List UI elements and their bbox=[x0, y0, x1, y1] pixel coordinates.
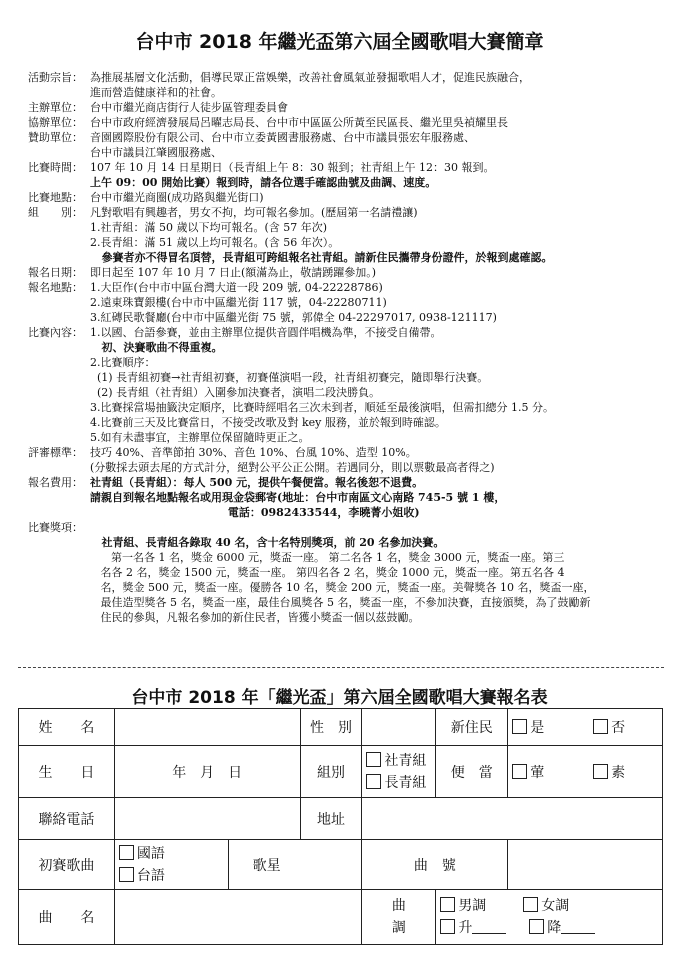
brochure-line-text: 住民的參與，凡報名參加的新住民者，皆獲小獎盃一個以茲鼓勵。 bbox=[90, 611, 420, 624]
meal-label: 便 當 bbox=[436, 746, 508, 798]
form-row-tune bbox=[19, 890, 663, 945]
key-down-blank[interactable] bbox=[561, 921, 595, 934]
phone-label: 聯絡電話 bbox=[19, 798, 115, 840]
group-senior-label: 長青組 bbox=[384, 774, 427, 791]
brochure-line bbox=[28, 205, 668, 220]
brochure-line-text: 2.長青組：滿 51 歲以上均可報名。(含 56 年次）。 bbox=[90, 236, 340, 249]
brochure-line-text: 社青組（長青組）：每人 500 元，提供午餐便當。報名後恕不退費。 bbox=[90, 476, 424, 489]
page-title: 台中市 2018 年繼光盃第六屆全國歌唱大賽簡章 bbox=[135, 31, 544, 53]
brochure-line-label: 比賽地點： bbox=[28, 191, 83, 204]
brochure-line bbox=[28, 145, 668, 160]
lang-taiwanese-label: 台語 bbox=[136, 867, 165, 884]
brochure-line-label bbox=[28, 295, 90, 310]
brochure-line-text: 為推展基層文化活動，倡導民眾正當娛樂，改善社會風氣並發掘歌唱人才，促進民族融合， bbox=[90, 71, 530, 84]
address-label: 地址 bbox=[300, 798, 362, 840]
group-senior-checkbox[interactable] bbox=[366, 774, 381, 789]
brochure-line-text: 請親自到報名地點報名或用現金袋郵寄(地址：台中市南區文心南路 745-5 號 1 樓， bbox=[90, 491, 506, 504]
brochure-line-text: 台中市繼光商圈(成功路與繼光街口) bbox=[90, 191, 264, 204]
brochure-line bbox=[28, 535, 668, 550]
brochure-line-label: 報名地點： bbox=[28, 281, 83, 294]
brochure-line-text: 1.社青組：滿 50 歲以下均可報名。(含 57 年次) bbox=[90, 221, 328, 234]
meal-veg-checkbox[interactable] bbox=[593, 764, 608, 779]
form-title: 台中市 2018 年「繼光盃」第六屆全國歌唱大賽報名表 bbox=[131, 688, 548, 708]
new-resident-no-checkbox[interactable] bbox=[593, 719, 608, 734]
brochure-line-label: 贊助單位： bbox=[28, 131, 83, 144]
song-no-field[interactable] bbox=[508, 840, 663, 890]
brochure-line-label: 評審標準： bbox=[28, 446, 83, 459]
brochure-line-text: 進而營造健康祥和的社會。 bbox=[90, 86, 222, 99]
brochure-line-label bbox=[28, 340, 90, 355]
brochure-line bbox=[28, 460, 668, 475]
brochure-line-text: 107 年 10 月 14 日星期日（長青組上午 8：30 報到；社青組上午 12：30 報到。 bbox=[90, 161, 495, 174]
song-label: 初賽歌曲 bbox=[19, 840, 115, 890]
singer-label: 歌星 bbox=[252, 857, 281, 874]
brochure-line bbox=[28, 400, 668, 415]
song-no-label: 曲 號 bbox=[362, 840, 508, 890]
brochure-line-label bbox=[28, 505, 90, 520]
brochure-line-label bbox=[28, 370, 90, 385]
brochure-line-label bbox=[28, 415, 90, 430]
brochure-line-label bbox=[28, 220, 90, 235]
brochure-line-text: 音園國際股份有限公司、台中市立委黃國書服務處、台中市議員張宏年服務處、 bbox=[90, 131, 475, 144]
key-down-checkbox[interactable] bbox=[529, 919, 544, 934]
female-key-label: 女調 bbox=[541, 898, 570, 914]
brochure-line-label bbox=[28, 490, 90, 505]
brochure-line-label bbox=[28, 310, 90, 325]
brochure-line-label bbox=[28, 565, 90, 580]
veg-label: 素 bbox=[611, 764, 626, 781]
key-label bbox=[362, 890, 436, 945]
brochure-line-label: 活動宗旨： bbox=[28, 71, 83, 84]
brochure-line-label bbox=[28, 175, 90, 190]
phone-field[interactable] bbox=[114, 798, 300, 840]
brochure-line-label: 比賽獎項： bbox=[28, 521, 83, 534]
key-up-label: 升 bbox=[458, 920, 473, 936]
brochure-line-label bbox=[28, 400, 90, 415]
form-row-song bbox=[19, 840, 663, 890]
brochure-line bbox=[28, 325, 668, 340]
brochure-line bbox=[28, 580, 668, 595]
brochure-line-text: 社青組、長青組各錄取 40 名，含十名特別獎項，前 20 名參加決賽。 bbox=[90, 536, 445, 549]
birth-field[interactable]: 年 月 日 bbox=[114, 746, 300, 798]
meat-label: 葷 bbox=[530, 764, 545, 781]
language-options bbox=[114, 840, 228, 890]
brochure-body bbox=[28, 70, 668, 625]
registration-form bbox=[18, 708, 663, 945]
male-key-label: 男調 bbox=[458, 898, 487, 914]
form-row-birth bbox=[19, 746, 663, 798]
brochure-line-text: 2.遠東珠寶銀樓(台中市中區繼光街 117 號，04-22280711) bbox=[90, 296, 387, 309]
brochure-line-label bbox=[28, 385, 90, 400]
brochure-line-text: 5.如有未盡事宜，主辦單位保留隨時更正之。 bbox=[90, 431, 310, 444]
brochure-line bbox=[28, 475, 668, 490]
tune-field[interactable] bbox=[114, 890, 362, 945]
brochure-line bbox=[28, 565, 668, 580]
brochure-line-label: 報名費用： bbox=[28, 476, 83, 489]
lang-mandarin-label: 國語 bbox=[136, 845, 165, 862]
brochure-line-text: 4.比賽前三天及比賽當日，不接受改歌及對 key 服務，並於報到時確認。 bbox=[90, 416, 446, 429]
yes-label: 是 bbox=[530, 720, 545, 736]
brochure-line bbox=[28, 250, 668, 265]
brochure-line-text: 參賽者亦不得冒名頂替，長青組可跨組報名社青組。請新住民攜帶身份證件，於報到處確認。 bbox=[90, 251, 553, 264]
name-field[interactable] bbox=[114, 709, 300, 746]
brochure-line-label bbox=[28, 145, 90, 160]
brochure-line bbox=[28, 445, 668, 460]
male-key-checkbox[interactable] bbox=[440, 897, 455, 912]
cut-line-divider bbox=[18, 667, 664, 668]
brochure-line bbox=[28, 520, 668, 535]
brochure-line bbox=[28, 190, 668, 205]
brochure-line-label bbox=[28, 85, 90, 100]
brochure-line-text: 台中市繼光商店街行人徒步區管理委員會 bbox=[90, 101, 288, 114]
brochure-line-text: 1.大臣作(台中市中區台灣大道一段 209 號, 04-22228786) bbox=[90, 281, 383, 294]
brochure-line-text: 1.以國、台語參賽，並由主辦單位提供音圓伴唱機為準，不接受自備帶。 bbox=[90, 326, 442, 339]
brochure-line bbox=[28, 355, 668, 370]
brochure-line bbox=[28, 415, 668, 430]
brochure-line bbox=[28, 265, 668, 280]
female-key-checkbox[interactable] bbox=[523, 897, 538, 912]
form-row-name bbox=[19, 709, 663, 746]
brochure-line-text: 初、決賽歌曲不得重複。 bbox=[90, 341, 223, 354]
brochure-line-label bbox=[28, 430, 90, 445]
meal-meat-checkbox[interactable] bbox=[512, 764, 527, 779]
brochure-line bbox=[28, 610, 668, 625]
new-resident-yes-checkbox[interactable] bbox=[512, 719, 527, 734]
brochure-line bbox=[28, 85, 668, 100]
brochure-line bbox=[28, 340, 668, 355]
brochure-line-label: 組 別： bbox=[28, 206, 83, 219]
address-field[interactable] bbox=[362, 798, 663, 840]
brochure-line bbox=[28, 310, 668, 325]
brochure-line bbox=[28, 550, 668, 565]
singer-cell[interactable] bbox=[228, 840, 362, 890]
brochure-line bbox=[28, 430, 668, 445]
brochure-line bbox=[28, 220, 668, 235]
tune-label: 曲 名 bbox=[19, 890, 115, 945]
gender-field[interactable] bbox=[362, 709, 436, 746]
brochure-line bbox=[28, 235, 668, 250]
brochure-line bbox=[28, 295, 668, 310]
brochure-line-label bbox=[28, 250, 90, 265]
gender-label: 性 別 bbox=[300, 709, 362, 746]
brochure-line-text: (分數採去頭去尾的方式計分，絕對公平公正公開。若遇同分，則以票數最高者得之) bbox=[90, 461, 495, 474]
brochure-line-label bbox=[28, 460, 90, 475]
brochure-line bbox=[28, 490, 668, 505]
brochure-line-text: 上午 09：00 開始比賽）報到時，請各位選手確認曲號及曲調、速度。 bbox=[90, 176, 437, 189]
new-resident-label: 新住民 bbox=[436, 709, 508, 746]
brochure-line-label: 主辦單位： bbox=[28, 101, 83, 114]
brochure-line-text: 最佳造型獎各 5 名，獎盃一座，最佳台風獎各 5 名，獎盃一座，不參加決賽，直接頒獎，為了鼓勵新 bbox=[90, 596, 591, 609]
brochure-line-text: 台中市議員江肇國服務處、 bbox=[90, 146, 222, 159]
brochure-line-text: (2) 長青組（社青組）入圍參加決賽者，演唱二段決勝負。 bbox=[90, 386, 381, 399]
brochure-line-text bbox=[90, 520, 668, 535]
birth-label: 生 日 bbox=[19, 746, 115, 798]
brochure-line-text: (1) 長青組初賽→社青組初賽，初賽僅演唱一段，社青組初賽完，隨即舉行決賽。 bbox=[90, 371, 489, 384]
brochure-line-label: 比賽時間： bbox=[28, 161, 83, 174]
brochure-line-label bbox=[28, 235, 90, 250]
brochure-line-text: 技巧 40%、音準節拍 30%、音色 10%、台風 10%、造型 10%。 bbox=[90, 446, 417, 459]
name-label: 姓 名 bbox=[19, 709, 115, 746]
brochure-line bbox=[28, 175, 668, 190]
brochure-line-text: 名，獎金 500 元，獎盃一座。優勝各 10 名，獎金 200 元，獎盃一座。美聲獎各 10 名，獎盃一座， bbox=[90, 581, 595, 594]
brochure-line-label: 比賽內容： bbox=[28, 326, 83, 339]
group-youth-checkbox[interactable] bbox=[366, 752, 381, 767]
brochure-line bbox=[28, 100, 668, 115]
meal-options bbox=[508, 746, 663, 798]
brochure-line-label: 協辦單位： bbox=[28, 116, 83, 129]
brochure-line-label bbox=[28, 535, 90, 550]
key-down-label: 降 bbox=[547, 920, 562, 936]
brochure-line bbox=[28, 595, 668, 610]
new-resident-options bbox=[508, 709, 663, 746]
brochure-line-label bbox=[28, 595, 90, 610]
brochure-line-label bbox=[28, 355, 90, 370]
lang-taiwanese-checkbox[interactable] bbox=[119, 867, 134, 882]
brochure-line-text: 3.紅磚民歌餐廳(台中市中區繼光街 75 號，郭偉全 04-22297017, 0938-121117) bbox=[90, 311, 497, 324]
no-label: 否 bbox=[611, 720, 626, 736]
brochure-line-text: 名各 2 名，獎金 1500 元，獎盃一座。 第四名各 2 名，獎金 1000 元，獎盃一座。第五名各 4 bbox=[90, 566, 565, 579]
key-up-checkbox[interactable] bbox=[440, 919, 455, 934]
brochure-line bbox=[28, 160, 668, 175]
brochure-line-text: 電話：0982433544，李曉菁小姐收) bbox=[90, 506, 420, 519]
group-label: 組別 bbox=[300, 746, 362, 798]
brochure-line-text: 3.比賽採當場抽籤決定順序，比賽時經唱名三次未到者，順延至最後演唱，但需扣總分 1.5 分。 bbox=[90, 401, 554, 414]
brochure-line bbox=[28, 505, 668, 520]
lang-mandarin-checkbox[interactable] bbox=[119, 845, 134, 860]
brochure-line bbox=[28, 70, 668, 85]
brochure-line bbox=[28, 115, 668, 130]
brochure-line-text: 即日起至 107 年 10 月 7 日止(額滿為止，敬請踴躍參加。) bbox=[90, 266, 377, 279]
key-options bbox=[436, 890, 663, 945]
brochure-line-text: 台中市政府經濟發展局呂曜志局長、台中市中區區公所黃至民區長、繼光里吳禎耀里長 bbox=[90, 116, 508, 129]
brochure-line-label bbox=[28, 550, 90, 565]
key-up-blank[interactable] bbox=[472, 921, 506, 934]
form-row-contact bbox=[19, 798, 663, 840]
brochure-line bbox=[28, 130, 668, 145]
brochure-line bbox=[28, 385, 668, 400]
key-label-top: 曲 bbox=[391, 898, 406, 914]
brochure-line-text: 2.比賽順序： bbox=[90, 356, 156, 369]
key-label-bottom: 調 bbox=[391, 920, 406, 936]
brochure-line-label: 報名日期： bbox=[28, 266, 83, 279]
brochure-line bbox=[28, 370, 668, 385]
brochure-line-label bbox=[28, 610, 90, 625]
brochure-line-label bbox=[28, 580, 90, 595]
group-options bbox=[362, 746, 436, 798]
brochure-line-text: 第一名各 1 名，獎金 6000 元，獎盃一座。 第二名各 1 名，獎金 3000 元，獎盃一座。第三 bbox=[90, 551, 565, 564]
brochure-line bbox=[28, 280, 668, 295]
brochure-line-text: 凡對歌唱有興趣者，男女不拘，均可報名參加。(歷屆第一名請禮讓) bbox=[90, 206, 418, 219]
group-youth-label: 社青組 bbox=[384, 752, 427, 769]
